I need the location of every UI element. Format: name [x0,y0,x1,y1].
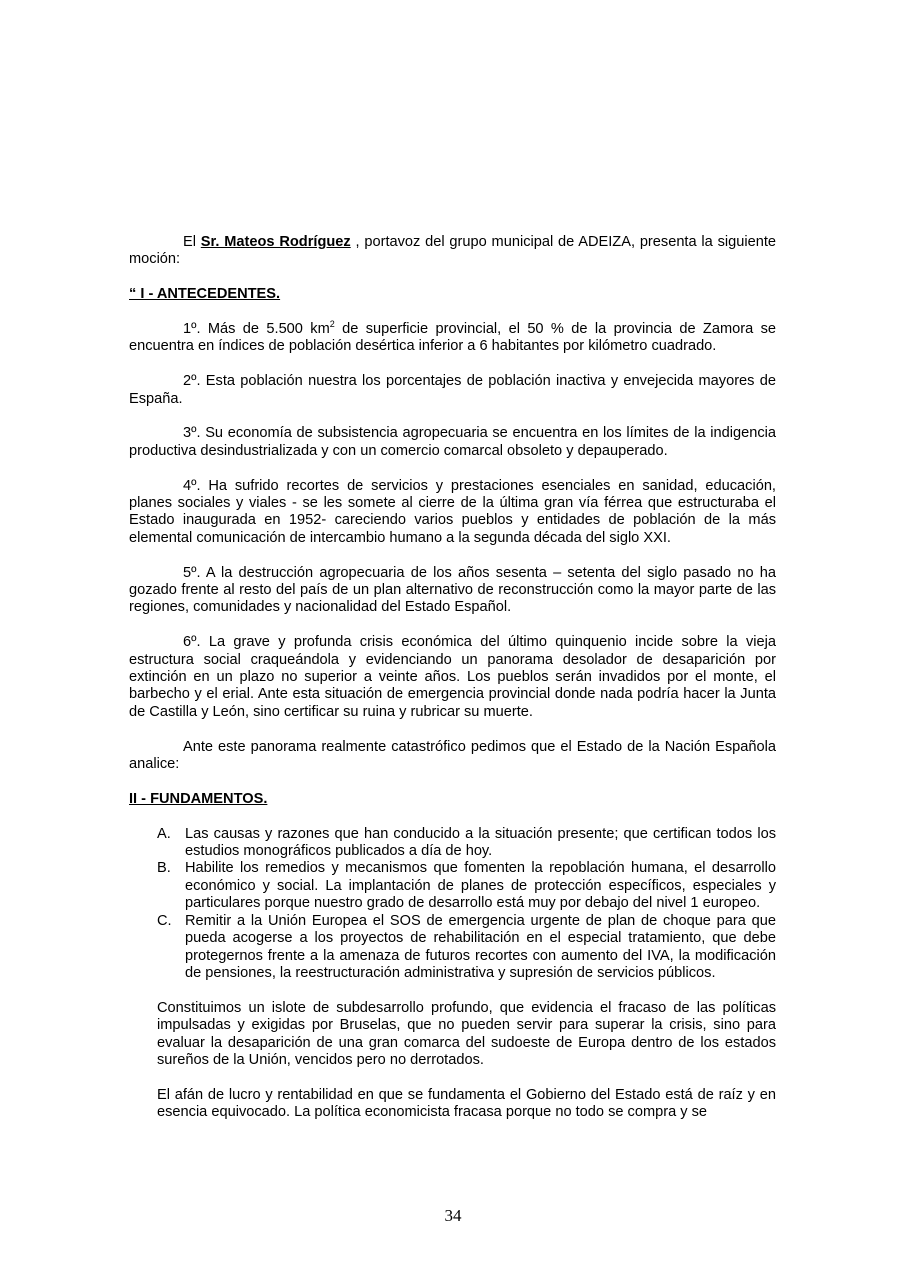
list-marker: A. [157,825,171,842]
list-item-text: Las causas y razones que han conducido a la situación presente; que certifican todos los estudios monográficos publicados a día de hoy. [185,825,776,860]
antecedents-closing: Ante este panorama realmente catastrófico pedimos que el Estado de la Nación Española analice: [129,738,776,773]
section-heading-antecedentes: “ I - ANTECEDENTES. [129,286,281,303]
list-item [129,860,776,912]
antecedent-item-1 [129,321,776,356]
superscript-2: 2 [329,319,335,330]
list-item-text: Remitir a la Unión Europea el SOS de emergencia urgente de plan de choque para que pueda acogerse a los proyectos de rehabilitación en el especial tratamiento, que debe protegernos frente a la amenaza de futuros recortes con aumento del IVA, la modificación de pensiones, la reestructuración administrativa y supresión de servicios públicos. [185,912,776,981]
antecedent-item-4: 4º. Ha sufrido recortes de servicios y prestaciones esenciales en sanidad, educación, planes sociales y viales - se les somete al cierre de la última gran vía férrea que estructuraba el Estado inaugurada en 1952- careciendo varios pueblos y entidades de población de la más elemental comunicación de intercambio humano a la segunda década del siglo XXI. [129,477,776,546]
list-item [129,826,776,861]
list-item [129,913,776,983]
antecedent-item-6: 6º. La grave y profunda crisis económica del último quinquenio incide sobre la vieja estructura social craqueándola y evidenciando un panorama desolador de desaparición por extinción en un plazo no superior a veinte años. Los pueblos serán invadidos por el monte, el barbecho y el erial. Ante esta situación de emergencia provincial donde nada podría hacer la Junta de Castilla y León, sino certificar su ruina y rubricar su muerte. [129,634,776,720]
speaker-name: Sr. Mateos Rodríguez [200,234,351,250]
fundamentos-paragraph-2: El afán de lucro y rentabilidad en que se fundamenta el Gobierno del Estado está de raíz y en esencia equivocado. La política economicista fracasa porque no todo se compra y se [157,1086,776,1121]
intro-suffix: , portavoz del grupo municipal de ADEIZA, presenta la siguiente moción: [129,234,776,268]
fundamentos-paragraph-1: Constituimos un islote de subdesarrollo profundo, que evidencia el fracaso de las políticas impulsadas y exigidas por Bruselas, que no pueden servir para superar la crisis, sino para evaluar la desaparición de una gran comarca del sudoeste de Europa dentro de los estados sureños de la Unión, vencidos pero no derrotados. [157,999,776,1068]
list-marker: C. [157,912,172,929]
intro-prefix: El [183,234,201,250]
antecedent-item-3: 3º. Su economía de subsistencia agropecuaria se encuentra en los límites de la indigencia productiva desindustrializada y con un comercio comarcal obsoleto y depauperado. [129,425,776,459]
list-item-text: Habilite los remedios y mecanismos que fomenten la repoblación humana, el desarrollo económico y social. La implantación de planes de protección específicos, especiales y particulares porque nuestro grado de desarrollo está muy por debajo del nivel 1 europeo. [185,860,776,912]
fundamentos-list [129,826,776,983]
list-marker: B. [157,860,171,877]
antecedent-item-5: 5º. A la destrucción agropecuaria de los años sesenta – setenta del siglo pasado no ha gozado frente al resto del país de un plan alternativo de reconstrucción como la mayor parte de las regiones, comunidades y nacionalidad del Estado Español. [129,564,776,616]
antecedent-item-2: 2º. Esta población nuestra los porcentajes de población inactiva y envejecida mayores de España. [129,373,776,407]
antecedent-item-1-text-b: de superficie provincial, el 50 % de la provincia de Zamora se encuentra en índices de población desértica inferior a 6 habitantes por kilómetro cuadrado. [129,321,776,355]
section-heading-fundamentos: II - FUNDAMENTOS. [129,790,268,807]
page-number: 34 [444,1206,462,1225]
document-body [129,234,776,1139]
intro-paragraph [129,234,776,269]
antecedent-item-1-text-a: 1º. Más de 5.500 km [183,321,330,337]
